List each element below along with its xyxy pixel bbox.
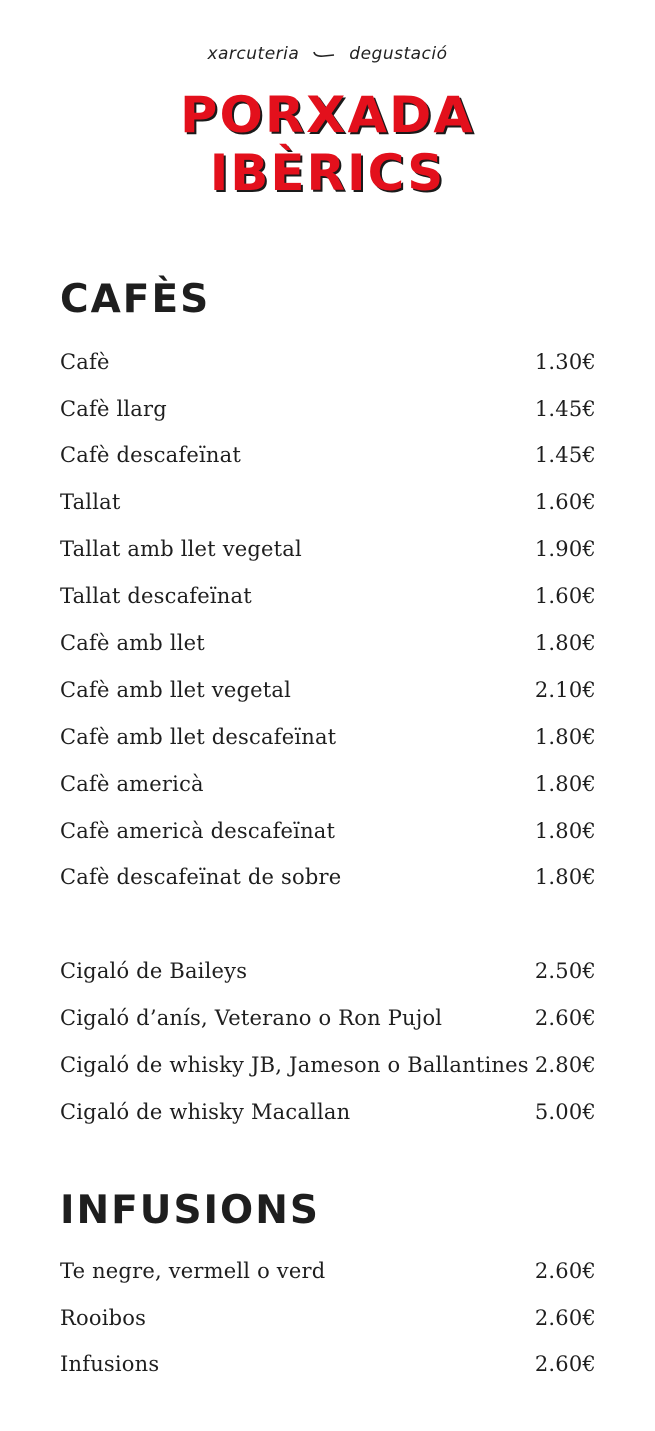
item-price: 2.60€ <box>534 1306 596 1330</box>
menu-item <box>60 492 596 513</box>
logo-line-1: PORXADA <box>180 86 475 144</box>
menu-item <box>60 1261 596 1282</box>
menu-item <box>60 680 596 701</box>
item-price: 2.60€ <box>534 1259 596 1283</box>
item-price: 2.50€ <box>534 959 596 983</box>
item-name: Cafè <box>60 350 110 374</box>
item-price: 5.00€ <box>534 1100 596 1124</box>
menu-item <box>60 352 596 373</box>
menu-item <box>60 1308 596 1329</box>
menu-item <box>60 774 596 795</box>
item-name: Tallat <box>60 490 121 514</box>
item-name: Tallat descafeïnat <box>60 584 252 608</box>
item-name: Cigaló d’anís, Veterano o Ron Pujol <box>60 1006 443 1030</box>
section-title-infusions: INFUSIONS <box>60 1188 320 1233</box>
tagline-left: xarcuteria <box>207 44 300 64</box>
item-price: 2.60€ <box>534 1352 596 1376</box>
item-name: Cafè amb llet vegetal <box>60 678 292 702</box>
item-price: 1.80€ <box>534 631 596 655</box>
menu-item <box>60 445 596 466</box>
item-name: Cigaló de whisky JB, Jameson o Ballantines <box>60 1053 529 1077</box>
item-price: 1.30€ <box>534 350 596 374</box>
item-price: 1.80€ <box>534 819 596 843</box>
curved-dash-icon <box>313 49 335 59</box>
item-price: 1.80€ <box>534 725 596 749</box>
item-name: Cafè amb llet <box>60 631 205 655</box>
item-price: 2.60€ <box>534 1006 596 1030</box>
item-name: Cafè amb llet descafeïnat <box>60 725 337 749</box>
item-price: 1.45€ <box>534 397 596 421</box>
menu-item <box>60 961 596 982</box>
section-title-cafes: CAFÈS <box>60 277 211 322</box>
menu-item <box>60 539 596 560</box>
item-price: 2.10€ <box>534 678 596 702</box>
menu-item <box>60 399 596 420</box>
menu-item <box>60 1055 596 1076</box>
tagline-right: degustació <box>349 44 448 64</box>
item-price: 1.60€ <box>534 584 596 608</box>
menu-item <box>60 867 596 888</box>
menu-item <box>60 1102 596 1123</box>
item-name: Te negre, vermell o verd <box>60 1259 326 1283</box>
item-price: 1.60€ <box>534 490 596 514</box>
item-price: 2.80€ <box>534 1053 596 1077</box>
item-name: Cafè americà <box>60 772 204 796</box>
menu-item <box>60 586 596 607</box>
menu-item <box>60 633 596 654</box>
item-name: Cigaló de Baileys <box>60 959 248 983</box>
item-name: Cafè descafeïnat <box>60 443 241 467</box>
menu-item <box>60 1354 596 1375</box>
menu-item <box>60 821 596 842</box>
item-name: Rooibos <box>60 1306 147 1330</box>
item-name: Cigaló de whisky Macallan <box>60 1100 351 1124</box>
item-name: Cafè descafeïnat de sobre <box>60 865 342 889</box>
item-name: Tallat amb llet vegetal <box>60 537 302 561</box>
menu-item <box>60 1008 596 1029</box>
item-name: Infusions <box>60 1352 160 1376</box>
logo-line-2: IBÈRICS <box>209 144 446 202</box>
menu-item <box>60 727 596 748</box>
item-name: Cafè llarg <box>60 397 167 421</box>
item-price: 1.45€ <box>534 443 596 467</box>
item-price: 1.90€ <box>534 537 596 561</box>
item-price: 1.80€ <box>534 772 596 796</box>
item-price: 1.80€ <box>534 865 596 889</box>
tagline <box>0 44 655 64</box>
item-name: Cafè americà descafeïnat <box>60 819 336 843</box>
